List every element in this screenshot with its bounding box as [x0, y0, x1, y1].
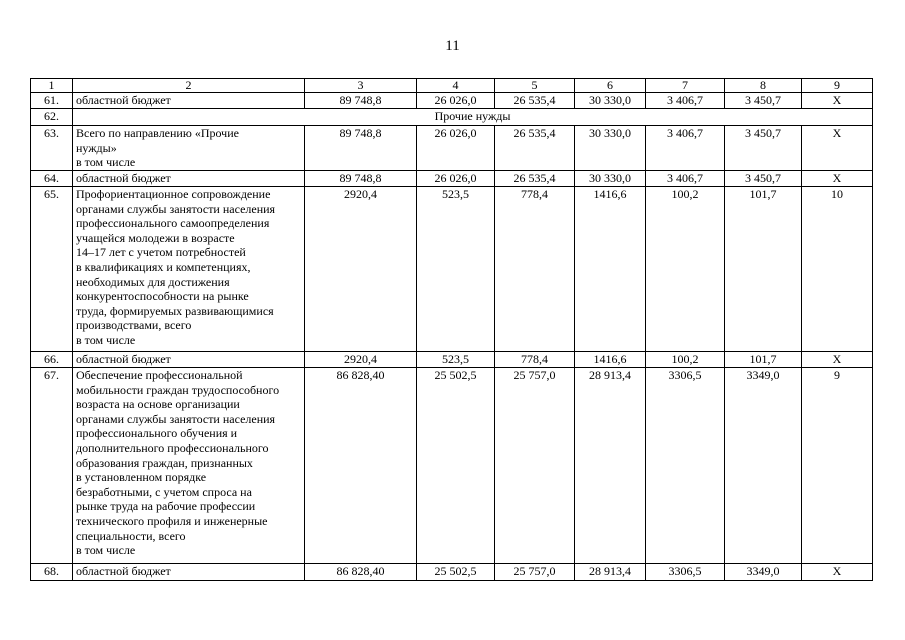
value-cell: 26 535,4	[495, 126, 575, 171]
section-title-cell: Прочие нужды	[73, 109, 873, 126]
value-cell: 30 330,0	[575, 171, 646, 187]
table-row	[31, 109, 873, 126]
value-cell: 3 406,7	[646, 93, 725, 109]
value-cell: 101,7	[725, 187, 802, 352]
description-cell: Профориентационное сопровождение органами службы занятости населения профессионального самоопределения учащейся молодежи в возрасте 14–17 лет с учетом потребностей в квалификациях и компетенциях, необходимых для достижения конкурентоспособности на рынке труда, формируемых развивающимися производствами, всего в том числе	[73, 187, 305, 352]
table-row	[31, 126, 873, 171]
value-cell: 26 026,0	[417, 126, 495, 171]
page-number: 11	[445, 38, 460, 54]
header-cell: 1	[31, 79, 73, 93]
header-cell: 4	[417, 79, 495, 93]
value-cell: 2920,4	[305, 187, 417, 352]
header-cell: 3	[305, 79, 417, 93]
header-cell: 5	[495, 79, 575, 93]
value-cell: 3 406,7	[646, 126, 725, 171]
table-row	[31, 564, 873, 581]
value-cell: 3 450,7	[725, 93, 802, 109]
value-cell: Х	[802, 171, 873, 187]
value-cell: 778,4	[495, 352, 575, 368]
value-cell: 9	[802, 368, 873, 564]
value-cell: 30 330,0	[575, 126, 646, 171]
header-cell: 8	[725, 79, 802, 93]
value-cell: 25 757,0	[495, 564, 575, 581]
budget-table	[30, 78, 873, 581]
value-cell: Х	[802, 564, 873, 581]
description-cell: Всего по направлению «Прочие нужды» в том числе	[73, 126, 305, 171]
value-cell: 25 502,5	[417, 368, 495, 564]
table-row	[31, 187, 873, 352]
description-cell: областной бюджет	[73, 171, 305, 187]
table-row	[31, 368, 873, 564]
header-row	[31, 79, 873, 93]
row-number-cell: 67.	[31, 368, 73, 564]
value-cell: 26 026,0	[417, 93, 495, 109]
row-number-cell: 61.	[31, 93, 73, 109]
row-number-cell: 66.	[31, 352, 73, 368]
value-cell: Х	[802, 126, 873, 171]
table-row	[31, 171, 873, 187]
value-cell: 523,5	[417, 187, 495, 352]
value-cell: 86 828,40	[305, 368, 417, 564]
header-cell: 2	[73, 79, 305, 93]
value-cell: 100,2	[646, 187, 725, 352]
value-cell: 26 026,0	[417, 171, 495, 187]
description-cell: областной бюджет	[73, 564, 305, 581]
value-cell: 3 450,7	[725, 171, 802, 187]
value-cell: 89 748,8	[305, 171, 417, 187]
header-cell: 6	[575, 79, 646, 93]
value-cell: 26 535,4	[495, 171, 575, 187]
value-cell: 100,2	[646, 352, 725, 368]
description-cell: областной бюджет	[73, 93, 305, 109]
value-cell: 10	[802, 187, 873, 352]
header-cell: 7	[646, 79, 725, 93]
table-row	[31, 352, 873, 368]
value-cell: 101,7	[725, 352, 802, 368]
value-cell: 26 535,4	[495, 93, 575, 109]
value-cell: 2920,4	[305, 352, 417, 368]
value-cell: 3306,5	[646, 368, 725, 564]
value-cell: 3306,5	[646, 564, 725, 581]
value-cell: 1416,6	[575, 187, 646, 352]
row-number-cell: 68.	[31, 564, 73, 581]
value-cell: 1416,6	[575, 352, 646, 368]
row-number-cell: 63.	[31, 126, 73, 171]
value-cell: Х	[802, 93, 873, 109]
value-cell: 3 450,7	[725, 126, 802, 171]
value-cell: 3349,0	[725, 368, 802, 564]
value-cell: 778,4	[495, 187, 575, 352]
value-cell: 25 757,0	[495, 368, 575, 564]
value-cell: Х	[802, 352, 873, 368]
header-cell: 9	[802, 79, 873, 93]
value-cell: 86 828,40	[305, 564, 417, 581]
value-cell: 28 913,4	[575, 564, 646, 581]
row-number-cell: 64.	[31, 171, 73, 187]
value-cell: 28 913,4	[575, 368, 646, 564]
table-row	[31, 93, 873, 109]
value-cell: 3349,0	[725, 564, 802, 581]
description-cell: Обеспечение профессиональной мобильности граждан трудоспособного возраста на основе организации органами службы занятости населения профессионального обучения и дополнительного профессионального образования граждан, признанных в установленном порядке безработными, с учетом спроса на рынке труда на рабочие профессии технического профиля и инженерные специальности, всего в том числе	[73, 368, 305, 564]
value-cell: 89 748,8	[305, 93, 417, 109]
value-cell: 3 406,7	[646, 171, 725, 187]
value-cell: 89 748,8	[305, 126, 417, 171]
row-number-cell: 62.	[31, 109, 73, 126]
value-cell: 523,5	[417, 352, 495, 368]
row-number-cell: 65.	[31, 187, 73, 352]
value-cell: 25 502,5	[417, 564, 495, 581]
value-cell: 30 330,0	[575, 93, 646, 109]
description-cell: областной бюджет	[73, 352, 305, 368]
